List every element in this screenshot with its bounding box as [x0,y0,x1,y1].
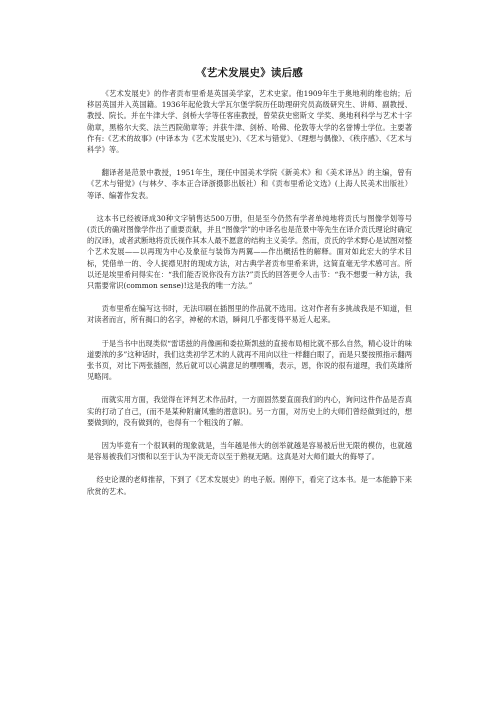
paragraph-method: 这本书已经被译成30种文字销售达500万册，但是至今仍然有学者单纯地将贡氏与图像学划等号(贡氏的确对图像学作出了重要贡献，并且“图像学”的中译名也是范景中等先生在译介贡氏理论时确定的汉译)，或者武断地将贡氏视作其本人最不愿意的结构主义美学。然而，贡氏的学术野心是试图对整个艺术发展——以再现为中心及象征与装饰为两翼——作出概括性的解释。面对如此宏大的学术目标，凭借单一的、令人捉襟见肘的现成方法，对古典学者贡布里希来讲，这简直毫无学术感可言。所以还是埃里希问得实在：“我们能否说你没有方法?”贡氏的回答更令人击节：“我不想要一种方法，我只需要常识(common sense)!这是我的唯一方法。” [87,213,412,291]
paragraph-reynolds: 于是当书中出现类似“雷诺兹的肖像画和委拉斯凯兹的直接布局相比就不那么自然，精心设计的味道要浓的多”这种话时，我们这类初学艺术的人就再不用向以往一样翻白眼了，而是只要按照指示翻两张书页，对比下两张插图，然后就可以心满意足的嘿嘿嘴，表示，恩，你说的很有道理，我们英雄所见略同。 [87,338,412,382]
document-title: 《艺术发展史》读后感 [196,67,303,79]
paragraph-irony: 因为毕竟有一个很讽刺的现象就是，当年越是伟大的创举就越是容易被后世无限的模仿，也就越是容易被我们习惯和以至于认为平淡无奇以至于熟视无睹。这真是对大师们最大的侮辱了。 [87,441,412,462]
paragraph-illustrations: 贡布里希在编写这书时，无法印刷在插图里的作品就不选用。这对作者有多挑战我是不知道，但对读者而言，所有揭口的名字，神秘的术语，瞬间几乎都变得平易近人起来。 [87,304,412,325]
paragraph-practical: 而就实用方面，我觉得在评判艺术作品时，一方面固然要直面我们的内心，询问这件作品是否真实的打动了自己，(而不是某种附庸风雅的潜意识)。另一方面，对历史上的大师们曾经做到过的，想要做到的，没有做到的，也得有一个粗浅的了解。 [87,395,412,427]
paragraph-conclusion: 经史论课的老师推荐，下到了《艺术发展史》的电子版。刚停下，看完了这本书。是一本能静下来欣赏的艺术。 [87,475,412,496]
paragraph-translator: 翻译者是范景中教授，1951年生，现任中国美术学院《新美术》和《美术译丛》的主编，曾有《艺术与错觉》(与林夕、李本正合译浙摄影出版社）和《贡布里希论文选》(上海人民美术出版社）等译、编著作发表。 [87,168,412,200]
paragraph-author-bio: 《艺术发展史》的作者贡布里希是英国美学家，艺术史家。他1909年生于奥地利的维也纳；后移居英国并入英国籍。1936年起伦敦大学瓦尔堡学院历任助理研究员高级研究生、讲师、副教授、教授、院长。并在牛津大学、剑桥大学等任客座教授，曾荣获史密斯文 学奖、奥地利科学与艺术十字勋章，黑格尔大奖、法兰西院勋章等；并获牛津、剑桥、哈佛、伦敦等大学的名誉博士学位。主要著作有:《艺术的故事》(中译本为《艺术发展史》)、《艺术与错觉》、《理想与偶像》、《秩序感》、《艺术与科学》等。 [87,89,412,155]
